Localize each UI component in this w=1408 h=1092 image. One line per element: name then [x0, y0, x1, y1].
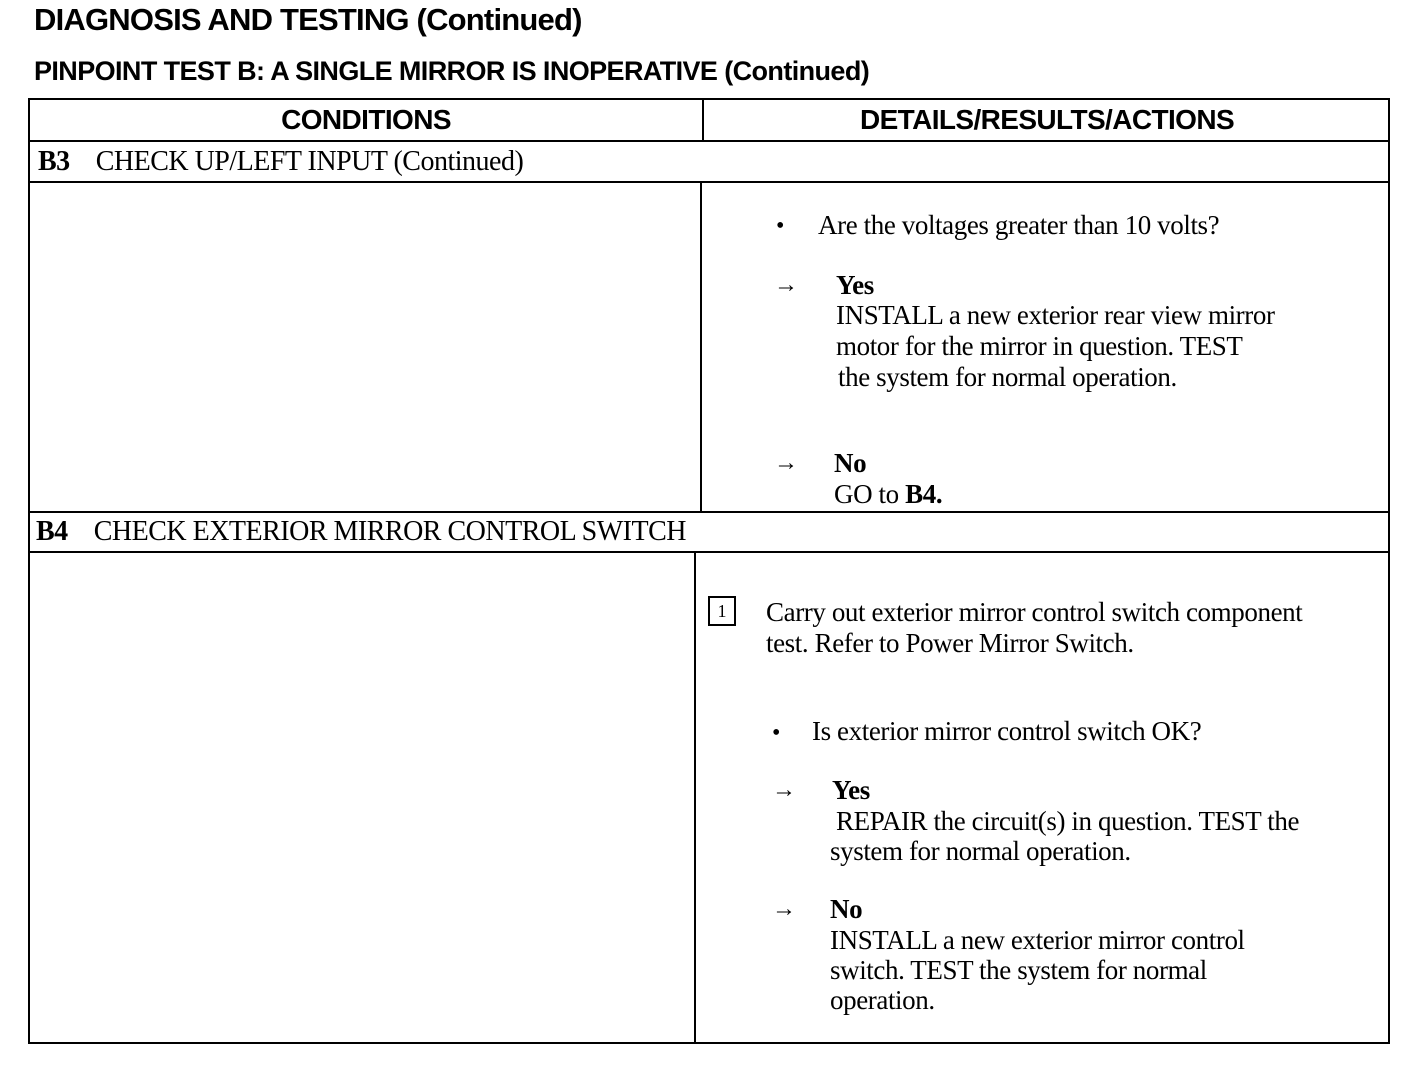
b3-heading [38, 146, 523, 178]
b3-bullet-icon: • [776, 213, 785, 239]
b4-no-line-1: INSTALL a new exterior mirror control [830, 925, 1245, 955]
b3-yes-line-3: the system for normal operation. [838, 362, 1177, 392]
b4-top-divider [30, 511, 1388, 513]
b3-yes-line-1: INSTALL a new exterior rear view mirror [836, 300, 1275, 330]
b4-step-line-1: Carry out exterior mirror control switch component [766, 597, 1303, 627]
b4-yes-label: Yes [832, 775, 870, 805]
b3-yes-line-2: motor for the mirror in question. TEST [836, 331, 1243, 361]
b3-no-arrow-icon: → [774, 450, 798, 476]
b3-heading-divider [30, 181, 1388, 183]
b4-id: B4 [36, 516, 68, 547]
b4-yes-arrow-icon: → [772, 777, 796, 803]
b4-heading [36, 516, 686, 548]
b3-yes-label: Yes [836, 270, 874, 300]
conditions-header: CONDITIONS [281, 104, 451, 135]
b4-no-line-2: switch. TEST the system for normal [830, 955, 1207, 985]
b3-title: CHECK UP/LEFT INPUT (Continued) [95, 146, 524, 177]
test-title: PINPOINT TEST B: A SINGLE MIRROR IS INOPERATIVE (Continued) [34, 56, 870, 86]
b3-no-label: No [834, 448, 867, 478]
b3-yes-arrow-icon: → [774, 272, 798, 298]
header-divider [30, 140, 1388, 142]
b4-yes-line-2: system for normal operation. [830, 836, 1131, 866]
b4-step-number: 1 [708, 596, 736, 626]
b3-column-divider [700, 181, 702, 511]
b3-no-text: GO to [834, 479, 906, 509]
b3-question: Are the voltages greater than 10 volts? [818, 210, 1220, 240]
b4-no-arrow-icon: → [772, 896, 796, 922]
b4-question: Is exterior mirror control switch OK? [812, 716, 1202, 746]
b4-no-label: No [830, 894, 863, 924]
header-column-divider [702, 100, 704, 140]
b3-no-ref: B4. [905, 479, 943, 509]
b4-no-line-3: operation. [830, 985, 935, 1015]
pinpoint-test-table [28, 98, 1390, 1044]
b3-no-action [834, 479, 942, 509]
details-header: DETAILS/RESULTS/ACTIONS [859, 104, 1235, 135]
b4-heading-divider [30, 551, 1388, 553]
page-title: DIAGNOSIS AND TESTING (Continued) [34, 2, 582, 37]
b4-step-line-2: test. Refer to Power Mirror Switch. [766, 628, 1134, 658]
b4-yes-line-1: REPAIR the circuit(s) in question. TEST the [836, 806, 1300, 836]
b4-column-divider [694, 551, 696, 1044]
b3-id: B3 [38, 146, 70, 177]
b4-title: CHECK EXTERIOR MIRROR CONTROL SWITCH [93, 516, 686, 547]
b4-bullet-icon: • [772, 720, 781, 746]
